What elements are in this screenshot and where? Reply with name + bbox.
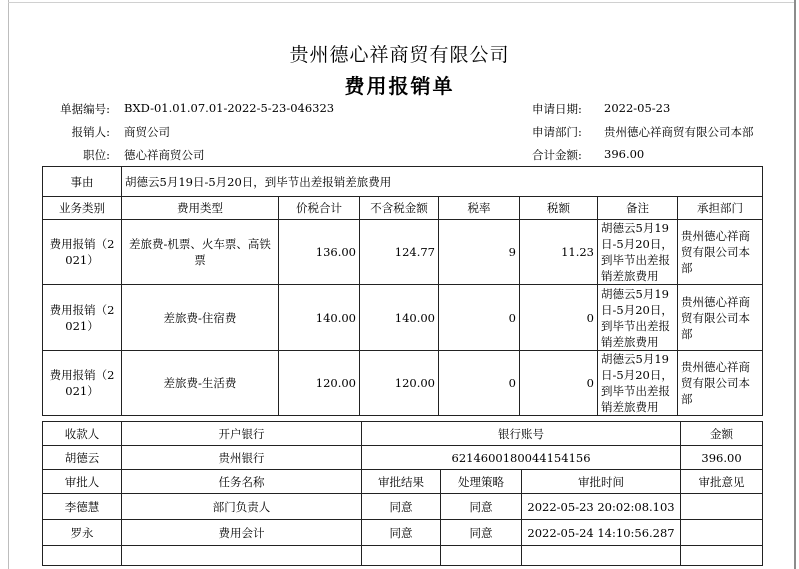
- row-type: 差旅费-住宿费: [122, 285, 279, 351]
- approval-result: 同意: [362, 520, 441, 546]
- reason-value: 胡德云5月19日-5月20日，到毕节出差报销差旅费用: [122, 167, 763, 197]
- table-row: [43, 520, 763, 546]
- header-bank: 开户银行: [122, 422, 362, 446]
- header-note: 备注: [598, 197, 678, 220]
- row-category: 费用报销（2021）: [43, 285, 122, 351]
- row-dept: 贵州德心祥商贸有限公司本部: [678, 285, 763, 351]
- header-strategy: 处理策略: [441, 470, 522, 494]
- approver-name: 李德慧: [43, 494, 122, 520]
- apply-dept-value: 贵州德心祥商贸有限公司本部: [604, 125, 754, 139]
- header-opinion: 审批意见: [681, 470, 763, 494]
- row-rate: 0: [439, 285, 520, 351]
- header-net: 不含税金额: [360, 197, 439, 220]
- row-tax: 0: [520, 351, 598, 416]
- approval-opinion: [681, 520, 763, 546]
- row-note: 胡德云5月19日-5月20日，到毕节出差报销差旅费用: [598, 351, 678, 416]
- row-tax: 0: [520, 285, 598, 351]
- header-result: 审批结果: [362, 470, 441, 494]
- payee-row: [43, 446, 763, 470]
- header-approver: 审批人: [43, 470, 122, 494]
- approval-task: 费用会计: [122, 520, 362, 546]
- apply-date-value: 2022-05-23: [604, 101, 671, 115]
- reason-row: [43, 167, 763, 197]
- row-category: 费用报销（2021）: [43, 220, 122, 285]
- approval-header-row: [43, 470, 763, 494]
- approval-time: 2022-05-23 20:02:08.103: [522, 494, 681, 520]
- table-row: [43, 494, 763, 520]
- approval-task: 部门负责人: [122, 494, 362, 520]
- header-task: 任务名称: [122, 470, 362, 494]
- total-value: 396.00: [604, 147, 645, 161]
- empty-row: [43, 546, 763, 566]
- position-label: 职位:: [83, 148, 110, 162]
- header-amount: 金额: [681, 422, 763, 446]
- row-dept: 贵州德心祥商贸有限公司本部: [678, 220, 763, 285]
- expense-table: [42, 166, 763, 416]
- header-dept: 承担部门: [678, 197, 763, 220]
- payee-bank: 贵州银行: [122, 446, 362, 470]
- header-total: 价税合计: [279, 197, 360, 220]
- payee-approval-table: [42, 421, 763, 566]
- expense-header-row: [43, 197, 763, 220]
- approval-result: 同意: [362, 494, 441, 520]
- approval-opinion: [681, 494, 763, 520]
- apply-date-label: 申请日期:: [532, 102, 582, 116]
- header-payee: 收款人: [43, 422, 122, 446]
- row-tax: 11.23: [520, 220, 598, 285]
- header-tax: 税额: [520, 197, 598, 220]
- header-type: 费用类型: [122, 197, 279, 220]
- total-label: 合计金额:: [532, 148, 582, 162]
- approval-time: 2022-05-24 14:10:56.287: [522, 520, 681, 546]
- table-row: [43, 351, 763, 416]
- payee-amount: 396.00: [681, 446, 763, 470]
- table-row: [43, 285, 763, 351]
- payee-header-row: [43, 422, 763, 446]
- row-dept: 贵州德心祥商贸有限公司本部: [678, 351, 763, 416]
- row-type: 差旅费-生活费: [122, 351, 279, 416]
- row-total: 136.00: [279, 220, 360, 285]
- approval-strategy: 同意: [441, 520, 522, 546]
- doc-no-label: 单据编号:: [60, 102, 110, 116]
- reason-label: 事由: [43, 167, 122, 197]
- document-title: 费用报销单: [344, 74, 455, 98]
- apply-dept-label: 申请部门:: [532, 125, 582, 139]
- company-name: 贵州德心祥商贸有限公司: [289, 44, 510, 66]
- position-value: 德心祥商贸公司: [124, 148, 205, 162]
- approver-name: 罗永: [43, 520, 122, 546]
- row-total: 140.00: [279, 285, 360, 351]
- row-total: 120.00: [279, 351, 360, 416]
- row-net: 120.00: [360, 351, 439, 416]
- page-top-edge: [8, 2, 796, 3]
- reimburser-value: 商贸公司: [124, 125, 170, 139]
- approval-strategy: 同意: [441, 494, 522, 520]
- row-rate: 0: [439, 351, 520, 416]
- row-note: 胡德云5月19日-5月20日，到毕节出差报销差旅费用: [598, 285, 678, 351]
- doc-no-value: BXD-01.01.07.01-2022-5-23-046323: [124, 101, 335, 115]
- header-account: 银行账号: [362, 422, 681, 446]
- row-note: 胡德云5月19日-5月20日，到毕节出差报销差旅费用: [598, 220, 678, 285]
- payee-account: 6214600180044154156: [362, 446, 681, 470]
- header-time: 审批时间: [522, 470, 681, 494]
- row-rate: 9: [439, 220, 520, 285]
- row-category: 费用报销（2021）: [43, 351, 122, 416]
- payee-name: 胡德云: [43, 446, 122, 470]
- row-net: 140.00: [360, 285, 439, 351]
- reimburser-label: 报销人:: [71, 125, 110, 139]
- row-type: 差旅费-机票、火车票、高铁票: [122, 220, 279, 285]
- header-category: 业务类别: [43, 197, 122, 220]
- header-rate: 税率: [439, 197, 520, 220]
- row-net: 124.77: [360, 220, 439, 285]
- table-row: [43, 220, 763, 285]
